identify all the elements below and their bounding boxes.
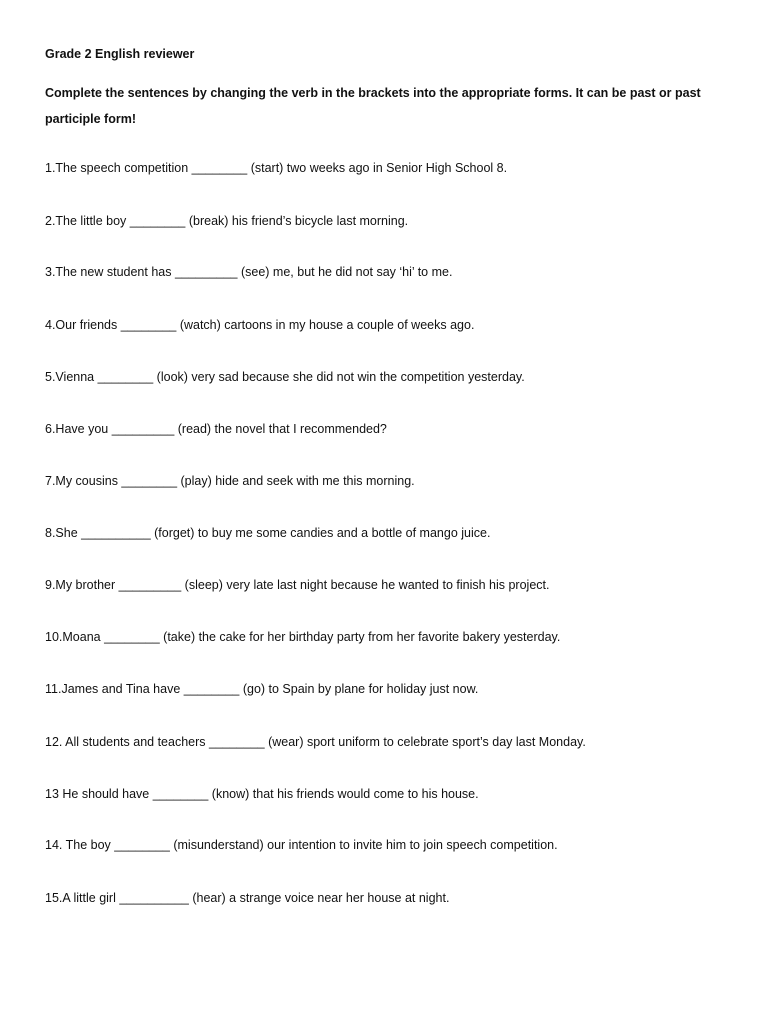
- question-8: 8.She __________ (forget) to buy me some candies and a bottle of mango juice.: [45, 526, 491, 540]
- question-11: 11.James and Tina have ________ (go) to Spain by plane for holiday just now.: [45, 682, 479, 696]
- question-3: 3.The new student has _________ (see) me, but he did not say ‘hi’ to me.: [45, 265, 453, 279]
- worksheet-title: Grade 2 English reviewer: [45, 47, 195, 61]
- question-14: 14. The boy ________ (misunderstand) our intention to invite him to join speech competition.: [45, 838, 558, 852]
- question-5: 5.Vienna ________ (look) very sad because she did not win the competition yesterday.: [45, 370, 525, 384]
- question-6: 6.Have you _________ (read) the novel that I recommended?: [45, 422, 387, 436]
- question-10: 10.Moana ________ (take) the cake for her birthday party from her favorite bakery yesterday.: [45, 630, 561, 644]
- question-4: 4.Our friends ________ (watch) cartoons in my house a couple of weeks ago.: [45, 318, 475, 332]
- question-13: 13 He should have ________ (know) that his friends would come to his house.: [45, 787, 479, 801]
- question-9: 9.My brother _________ (sleep) very late last night because he wanted to finish his project.: [45, 578, 550, 592]
- question-2: 2.The little boy ________ (break) his friend’s bicycle last morning.: [45, 214, 409, 228]
- question-1: 1.The speech competition ________ (start) two weeks ago in Senior High School 8.: [45, 161, 508, 175]
- worksheet-instructions: Complete the sentences by changing the verb in the brackets into the appropriate forms. It can be past or past participle form!: [45, 86, 701, 126]
- question-12: 12. All students and teachers ________ (wear) sport uniform to celebrate sport’s day last Monday.: [45, 735, 586, 749]
- question-7: 7.My cousins ________ (play) hide and seek with me this morning.: [45, 474, 415, 488]
- question-15: 15.A little girl __________ (hear) a strange voice near her house at night.: [45, 891, 450, 905]
